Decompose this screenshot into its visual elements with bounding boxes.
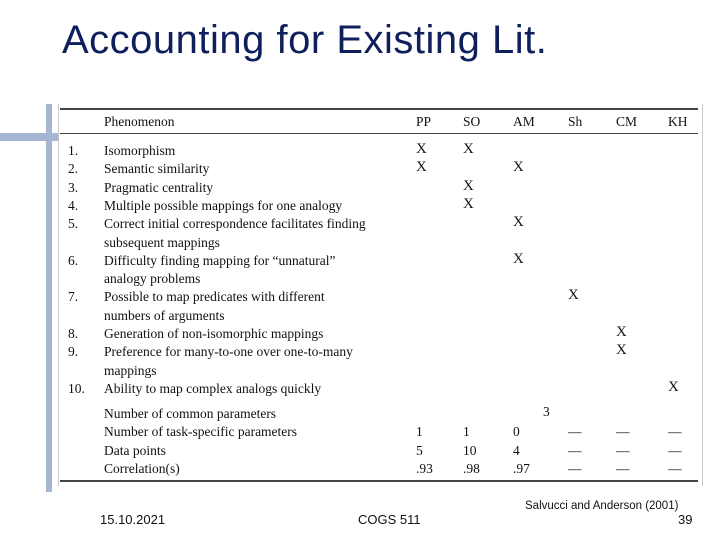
summary-value-pp: .93 <box>416 460 433 476</box>
summary-label: Number of task-specific parameters <box>104 424 298 440</box>
row-phenomenon-text: Isomorphism <box>104 143 176 158</box>
summary-value-cm: — <box>616 424 630 440</box>
summary-value-so: 1 <box>463 424 470 440</box>
row-number: 7. <box>68 289 79 305</box>
row-number: 4. <box>68 197 79 213</box>
summary-value-kh: — <box>668 442 682 458</box>
slide-title: Accounting for Existing Lit. <box>62 18 548 62</box>
summary-value-sh: — <box>568 442 582 458</box>
row-phenomenon-text: Multiple possible mappings for one analogy <box>104 197 343 213</box>
row-phenomenon-text: Possible to map predicates with different <box>104 289 325 305</box>
row-phenomenon-text: analogy problems <box>104 271 201 287</box>
row-phenomenon-text: subsequent mappings <box>104 234 220 250</box>
footer-date: 15.10.2021 <box>100 512 166 527</box>
row-phenomenon-text: Semantic similarity <box>104 161 210 177</box>
summary-value-sh: — <box>568 424 582 440</box>
row-number: 10. <box>68 380 85 396</box>
summary-label: Number of common parameters <box>104 406 277 421</box>
decorative-bar-vertical <box>46 104 52 492</box>
row-mark-am: X <box>513 214 524 231</box>
row-phenomenon-text: numbers of arguments <box>104 307 225 323</box>
summary-value-so: .98 <box>463 460 480 476</box>
row-mark-am: X <box>513 159 524 176</box>
summary-value-kh: — <box>668 460 682 476</box>
row-phenomenon-text: Difficulty finding mapping for “unnatural” <box>104 252 336 268</box>
row-mark-pp: X <box>416 159 427 176</box>
summary-value-pp: 5 <box>416 442 423 458</box>
footer-course: COGS 511 <box>358 512 421 527</box>
row-phenomenon-text: mappings <box>104 362 157 378</box>
summary-label: Correlation(s) <box>104 460 180 476</box>
table-bottom-rule <box>60 480 698 482</box>
row-phenomenon-text: Ability to map complex analogs quickly <box>104 380 322 396</box>
row-number: 6. <box>68 252 79 268</box>
summary-value-so: 10 <box>463 442 477 458</box>
row-mark-kh: X <box>668 378 679 395</box>
header-so: SO <box>463 114 481 129</box>
row-phenomenon-text: Generation of non-isomorphic mappings <box>104 326 324 341</box>
summary-value-am: .97 <box>513 460 530 476</box>
summary-value-center: 3 <box>543 404 550 419</box>
table-header-rule <box>60 133 698 134</box>
header-kh: KH <box>668 114 688 129</box>
row-mark-cm: X <box>616 324 627 340</box>
header-phenomenon: Phenomenon <box>104 114 175 129</box>
footer-citation: Salvucci and Anderson (2001) <box>525 500 679 512</box>
summary-value-cm: — <box>616 460 630 476</box>
row-mark-so: X <box>463 177 474 194</box>
row-number: 9. <box>68 344 79 360</box>
row-number: 2. <box>68 161 79 177</box>
header-cm: CM <box>616 114 638 129</box>
row-number: 3. <box>68 179 79 195</box>
row-phenomenon-text: Correct initial correspondence facilitates finding <box>104 216 366 232</box>
summary-value-pp: 1 <box>416 424 423 440</box>
header-sh: Sh <box>568 114 583 129</box>
row-mark-cm: X <box>616 342 627 359</box>
row-mark-so: X <box>463 141 474 157</box>
summary-value-kh: — <box>668 424 682 440</box>
summary-value-sh: — <box>568 460 582 476</box>
row-number: 1. <box>68 143 79 158</box>
row-mark-am: X <box>513 250 524 267</box>
row-mark-sh: X <box>568 287 579 304</box>
row-phenomenon-text: Preference for many-to-one over one-to-many <box>104 344 353 360</box>
footer-page-number: 39 <box>678 512 693 527</box>
summary-value-am: 4 <box>513 442 520 458</box>
summary-label: Data points <box>104 442 166 458</box>
row-number: 8. <box>68 326 79 341</box>
header-pp: PP <box>416 114 432 129</box>
summary-value-cm: — <box>616 442 630 458</box>
summary-value-am: 0 <box>513 424 520 440</box>
header-am: AM <box>513 114 535 129</box>
table-top-rule <box>60 108 698 110</box>
row-mark-so: X <box>463 195 474 212</box>
row-phenomenon-text: Pragmatic centrality <box>104 179 214 195</box>
row-number: 5. <box>68 216 79 232</box>
row-mark-pp: X <box>416 141 427 157</box>
